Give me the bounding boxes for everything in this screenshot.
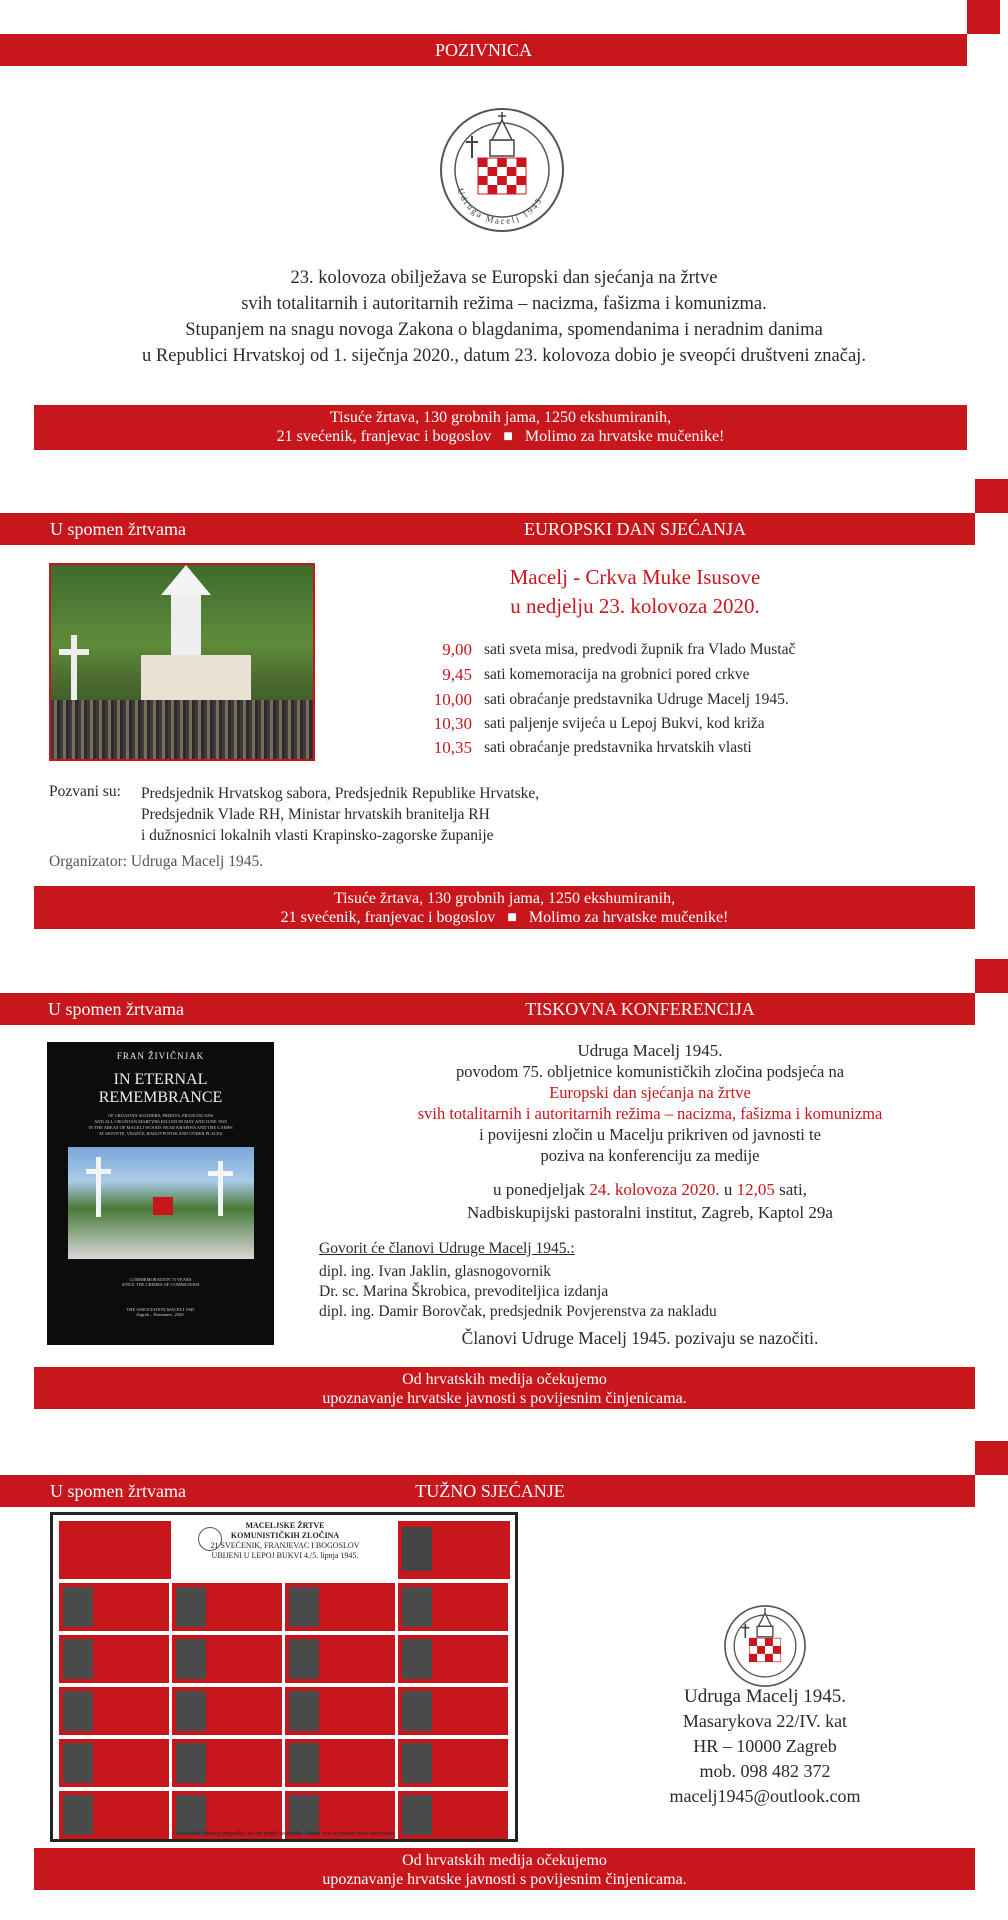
- book-subtitle: AT SESVETE, VRAPČE, RAKOVPOTOK AND OTHER PLACES: [98, 1131, 223, 1136]
- banner-line: upoznavanje hrvatske javnosti s povijesnim činjenicama.: [322, 1871, 687, 1888]
- banner-line: upoznavanje hrvatske javnosti s povijesnim činjenicama.: [322, 1390, 687, 1407]
- intro-line: 23. kolovoza obilježava se Europski dan sjećanja na žrtve: [290, 268, 718, 288]
- book-cover: [47, 1042, 274, 1345]
- victim-portrait: [285, 1739, 395, 1787]
- event-heading-line: Macelj - Crkva Muke Isusove: [509, 565, 761, 589]
- invited-line: i dužnosnici lokalnih vlasti Krapinsko-zagorske županije: [141, 827, 494, 844]
- book-subtitle: AND ALL CROATIAN MARTYRS KILLED IN MAY AND JUNE 1945: [94, 1119, 227, 1124]
- contact-block: [630, 1684, 900, 1809]
- banner-media: [34, 1367, 975, 1409]
- banner-line: Tisuće žrtava, 130 grobnih jama, 1250 ekshumiranih,: [333, 890, 676, 907]
- section-bar-tiskovna: [0, 993, 975, 1025]
- schedule-text: sati paljenje svijeća u Lepoj Bukvi, kod križa: [484, 715, 765, 732]
- banner-media: [34, 1848, 975, 1890]
- banner-victims: [34, 405, 967, 450]
- schedule-text: sati obraćanje predstavnika hrvatskih vlasti: [484, 739, 752, 756]
- schedule-row: [0, 690, 1008, 714]
- section-bar-europski: [0, 513, 975, 545]
- victim-portrait: [285, 1687, 395, 1735]
- speaker: dipl. ing. Ivan Jaklin, glasnogovornik: [319, 1263, 552, 1280]
- section-title: TISKOVNA KONFERENCIJA: [525, 999, 755, 1019]
- victim-portrait: [172, 1687, 282, 1735]
- members-note: Članovi Udruge Macelj 1945. pozivaju se nazočiti.: [461, 1328, 819, 1348]
- victim-portrait: [172, 1635, 282, 1683]
- schedule-text: sati sveta misa, predvodi župnik fra Vlado Mustač: [484, 641, 796, 658]
- book-subtitle: IN THE AREAS OF MACELJ WOODS NEAR KRAPINA AND THE CAMPS: [88, 1125, 233, 1130]
- banner-line: Od hrvatskih medija očekujemo: [402, 1852, 607, 1869]
- contact-city: HR – 10000 Zagreb: [693, 1736, 837, 1756]
- press-text: [330, 1040, 970, 1223]
- corner-tab: [975, 479, 1008, 513]
- press-line: i povijesni zločin u Macelju prikriven od javnosti te: [479, 1125, 821, 1144]
- schedule-text: sati komemoracija na grobnici pored crkve: [484, 666, 750, 683]
- victim-portrait: [285, 1583, 395, 1631]
- banner-victims: [34, 886, 975, 929]
- organizer: Organizator: Udruga Macelj 1945.: [49, 853, 264, 870]
- macelj-logo: [723, 1604, 807, 1688]
- banner-line: 21 svećenik, franjevac i bogoslov ■ Molimo za hrvatske mučenike!: [280, 909, 729, 926]
- date-text: u ponedjeljak: [493, 1180, 590, 1199]
- schedule-row: [0, 738, 1008, 762]
- schedule-time: 10,35: [433, 738, 472, 757]
- victim-portrait: [398, 1739, 508, 1787]
- victim-portrait: [398, 1687, 508, 1735]
- banner-line: Tisuće žrtava, 130 grobnih jama, 1250 ekshumiranih,: [329, 409, 672, 426]
- invited-line: Predsjednik Hrvatskog sabora, Predsjednik Republike Hrvatske,: [141, 785, 540, 802]
- victim-portrait: [172, 1583, 282, 1631]
- corner-tab: [975, 959, 1008, 993]
- section-title: TUŽNO SJEĆANJE: [415, 1481, 565, 1501]
- press-date: [330, 1179, 970, 1200]
- press-place: Nadbiskupijski pastoralni institut, Zagreb, Kaptol 29a: [467, 1203, 833, 1222]
- contact-name: Udruga Macelj 1945.: [684, 1686, 846, 1707]
- intro-text: [0, 265, 1008, 369]
- victim-portrait: [59, 1635, 169, 1683]
- bar-left-label: U spomen žrtvama: [48, 999, 184, 1019]
- corner-tab: [975, 1441, 1008, 1475]
- schedule-time: 9,00: [442, 640, 472, 659]
- poster-title: UBIJENI U LEPOJ BUKVI 4./5. lipnja 1945.: [211, 1551, 359, 1560]
- schedule-row: [0, 640, 1008, 664]
- date-text: sati,: [774, 1180, 807, 1199]
- section-title: POZIVNICA: [435, 40, 532, 60]
- invited-list: [141, 783, 539, 846]
- victim-portrait: [59, 1739, 169, 1787]
- poster-quote: Vi ste učinili fatalnu pogrešku, što ste pobili svećenike. Narod vam to nikada neće zaboraviti.: [172, 1831, 396, 1837]
- press-line: svih totalitarnih i autoritarnih režima – nacizma, fašizma i komunizma: [417, 1104, 883, 1123]
- press-line: poziva na konferenciju za medije: [540, 1146, 760, 1165]
- invited-line: Predsjednik Vlade RH, Ministar hrvatskih branitelja RH: [141, 806, 490, 823]
- schedule-time: 10,30: [433, 714, 472, 733]
- victim-portrait: [59, 1583, 169, 1631]
- event-heading: [430, 563, 840, 621]
- banner-line: Od hrvatskih medija očekujemo: [402, 1371, 607, 1388]
- date-red: 24. kolovoza 2020.: [589, 1180, 720, 1199]
- intro-line: Stupanjem na snagu novoga Zakona o blagdanima, spomendanima i neradnim danima: [185, 320, 823, 340]
- intro-line: u Republici Hrvatskoj od 1. siječnja 2020., datum 23. kolovoza dobio je sveopći društveni značaj.: [142, 346, 866, 366]
- press-line: povodom 75. obljetnice komunističkih zločina podsjeća na: [455, 1062, 845, 1081]
- victim-portrait: [398, 1635, 508, 1683]
- book-subtitle: OF CROATIAN SOLDIERS, PRIESTS, FRANCISCANS: [107, 1113, 214, 1118]
- contact-address: Masarykova 22/IV. kat: [682, 1711, 848, 1731]
- victim-portrait: [398, 1583, 508, 1631]
- book-photo: [68, 1147, 254, 1259]
- poster-title: 21 SVEĆENIK, FRANJEVAC I BOGOSLOV: [210, 1541, 360, 1550]
- book-publisher: Zagreb – Đurmanec, 2020.: [136, 1312, 185, 1317]
- schedule-row: [0, 665, 1008, 689]
- banner-line: 21 svećenik, franjevac i bogoslov ■ Molimo za hrvatske mučenike!: [276, 428, 725, 445]
- invited-label: Pozvani su:: [49, 783, 121, 800]
- bar-left-label: U spomen žrtvama: [50, 519, 186, 539]
- victim-portrait: [285, 1635, 395, 1683]
- poster-title: KOMUNISTIČKIH ZLOČINA: [230, 1531, 340, 1540]
- book-footer: SINCE THE CRIMES OF COMMUNISM: [121, 1282, 200, 1287]
- victims-poster: [50, 1512, 518, 1842]
- book-title: IN ETERNAL: [113, 1071, 208, 1088]
- speaker: dipl. ing. Damir Borovčak, predsjednik Povjerenstva za nakladu: [319, 1303, 717, 1320]
- poster-title: MACELJSKE ŽRTVE: [245, 1521, 325, 1530]
- event-heading-line: u nedjelju 23. kolovoza 2020.: [510, 594, 760, 618]
- section-bar-tuzno: [0, 1475, 975, 1507]
- speakers-title: Govorit će članovi Udruge Macelj 1945.:: [319, 1240, 575, 1257]
- section-bar-pozivnica: [0, 34, 967, 66]
- victim-portrait: [172, 1739, 282, 1787]
- schedule-time: 10,00: [433, 690, 472, 709]
- corner-tab: [967, 0, 1000, 34]
- time-red: 12,05: [736, 1180, 775, 1199]
- section-title: EUROPSKI DAN SJEĆANJA: [523, 519, 747, 539]
- bar-left-label: U spomen žrtvama: [50, 1481, 186, 1501]
- date-text: u: [719, 1180, 737, 1199]
- press-line: Udruga Macelj 1945.: [577, 1041, 723, 1060]
- schedule-row: [0, 714, 1008, 738]
- victim-portrait: [59, 1687, 169, 1735]
- book-author: FRAN ŽIVIČNJAK: [116, 1051, 205, 1061]
- schedule-text: sati obraćanje predstavnika Udruge Macelj 1945.: [484, 691, 789, 708]
- speakers-list: [319, 1262, 717, 1322]
- press-line: Europski dan sjećanja na žrtve: [549, 1083, 751, 1102]
- contact-phone: mob. 098 482 372: [699, 1761, 831, 1781]
- svg-text:Udruga Macelj 1945: Udruga Macelj 1945: [455, 186, 545, 227]
- intro-line: svih totalitarnih i autoritarnih režima – nacizma, fašizma i komunizma.: [241, 294, 767, 314]
- schedule-time: 9,45: [442, 665, 472, 684]
- macelj-logo: [438, 106, 566, 234]
- book-publisher: THE ASSOCIATION MACELJ 1945: [126, 1307, 195, 1312]
- contact-email[interactable]: macelj1945@outlook.com: [669, 1786, 861, 1806]
- book-title: REMEMBRANCE: [98, 1089, 223, 1106]
- speaker: Dr. sc. Marina Škrobica, prevoditeljica izdanja: [319, 1283, 609, 1300]
- book-footer: COMMEMORATION 75 YEARS: [129, 1277, 192, 1282]
